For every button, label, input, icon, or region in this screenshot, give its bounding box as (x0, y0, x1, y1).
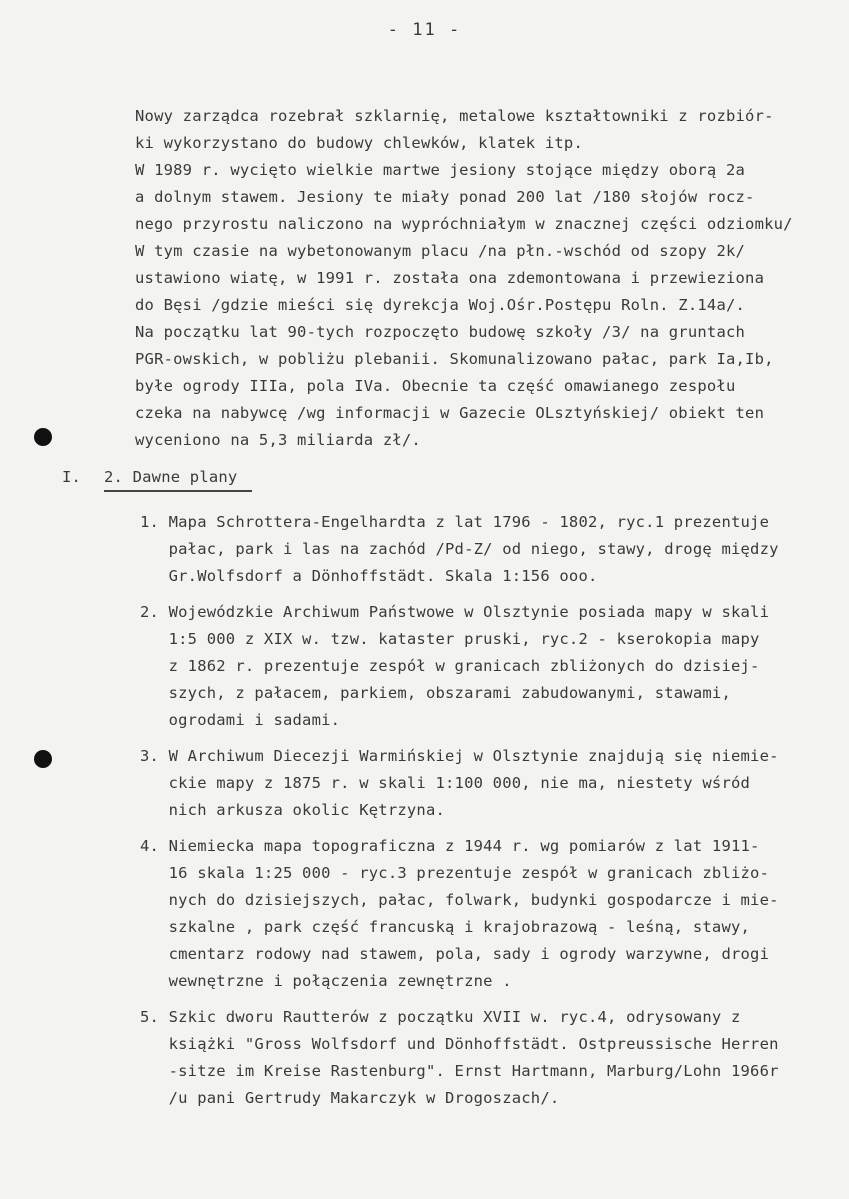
text-line: czeka na nabywcę /wg informacji w Gazecie OLsztyńskiej/ obiekt ten (135, 404, 765, 422)
list-item-line: 1:5 000 z XIX w. tzw. kataster pruski, ryc.2 - kserokopia mapy (140, 630, 760, 648)
text-line: a dolnym stawem. Jesiony te miały ponad 200 lat /180 słojów rocz- (135, 188, 755, 206)
list-item-line: szkalne , park część francuską i krajobrazową - leśną, stawy, (140, 918, 751, 936)
text-line: Nowy zarządca rozebrał szklarnię, metalowe kształtowniki z rozbiór- (135, 107, 774, 125)
list-item-line: szych, z pałacem, parkiem, obszarami zabudowanymi, stawami, (140, 684, 731, 702)
text-line: byłe ogrody IIIa, pola IVa. Obecnie ta część omawianego zespołu (135, 377, 736, 395)
list-item-line: Gr.Wolfsdorf a Dönhoffstädt. Skala 1:156 ooo. (140, 567, 598, 585)
list-item-line: nych do dzisiejszych, pałac, folwark, budynki gospodarcze i mie- (140, 891, 779, 909)
list-item-line: cmentarz rodowy nad stawem, pola, sady i ogrody warzywne, drogi (140, 945, 770, 963)
list-item-line: 3. W Archiwum Diecezji Warmińskiej w Olsztynie znajdują się niemie- (140, 747, 779, 765)
list-item-line: -sitze im Kreise Rastenburg". Ernst Hartmann, Marburg/Lohn 1966r (140, 1062, 779, 1080)
punch-hole-icon (34, 428, 52, 446)
list-item-line: 1. Mapa Schrottera-Engelhardta z lat 1796 - 1802, ryc.1 prezentuje (140, 513, 770, 531)
list-item-line: ckie mapy z 1875 r. w skali 1:100 000, nie ma, niestety wśród (140, 774, 751, 792)
list-item-line: /u pani Gertrudy Makarczyk w Drogoszach/. (140, 1089, 560, 1107)
page-number: - 11 - (387, 20, 462, 40)
text-line: wyceniono na 5,3 miliarda zł/. (135, 431, 421, 449)
list-item-line: wewnętrzne i połączenia zewnętrzne . (140, 972, 512, 990)
title-underline (104, 490, 252, 492)
text-line: ki wykorzystano do budowy chlewków, klatek itp. (135, 134, 583, 152)
section-title: 2. Dawne plany (104, 468, 238, 486)
text-line: PGR-owskich, w pobliżu plebanii. Skomunalizowano pałac, park Ia,Ib, (135, 350, 774, 368)
list-item-line: 4. Niemiecka mapa topograficzna z 1944 r. wg pomiarów z lat 1911- (140, 837, 760, 855)
text-line: W tym czasie na wybetonowanym placu /na płn.-wschód od szopy 2k/ (135, 242, 746, 260)
list-item-line: z 1862 r. prezentuje zespół w granicach zbliżonych do dzisiej- (140, 657, 760, 675)
text-line: W 1989 r. wycięto wielkie martwe jesiony stojące między oborą 2a (135, 161, 746, 179)
list-item-line: książki "Gross Wolfsdorf und Dönhoffstädt. Ostpreussische Herren (140, 1035, 779, 1053)
list-item-line: 16 skala 1:25 000 - ryc.3 prezentuje zespół w granicach zbliżo- (140, 864, 770, 882)
punch-hole-icon (34, 750, 52, 768)
text-line: ustawiono wiatę, w 1991 r. została ona zdemontowana i przewieziona (135, 269, 765, 287)
list-item-line: ogrodami i sadami. (140, 711, 341, 729)
text-line: nego przyrostu naliczono na wypróchniałym w znacznej części odziomku/ (135, 215, 793, 233)
text-line: do Bęsi /gdzie mieści się dyrekcja Woj.Ośr.Postępu Roln. Z.14a/. (135, 296, 746, 314)
list-item-line: nich arkusza okolic Kętrzyna. (140, 801, 446, 819)
list-item-line: 5. Szkic dworu Rautterów z początku XVII w. ryc.4, odrysowany z (140, 1008, 741, 1026)
list-item-line: 2. Wojewódzkie Archiwum Państwowe w Olsztynie posiada mapy w skali (140, 603, 770, 621)
text-line: Na początku lat 90-tych rozpoczęto budowę szkoły /3/ na gruntach (135, 323, 746, 341)
section-number: I. (62, 468, 82, 486)
list-item-line: pałac, park i las na zachód /Pd-Z/ od niego, stawy, drogę między (140, 540, 779, 558)
